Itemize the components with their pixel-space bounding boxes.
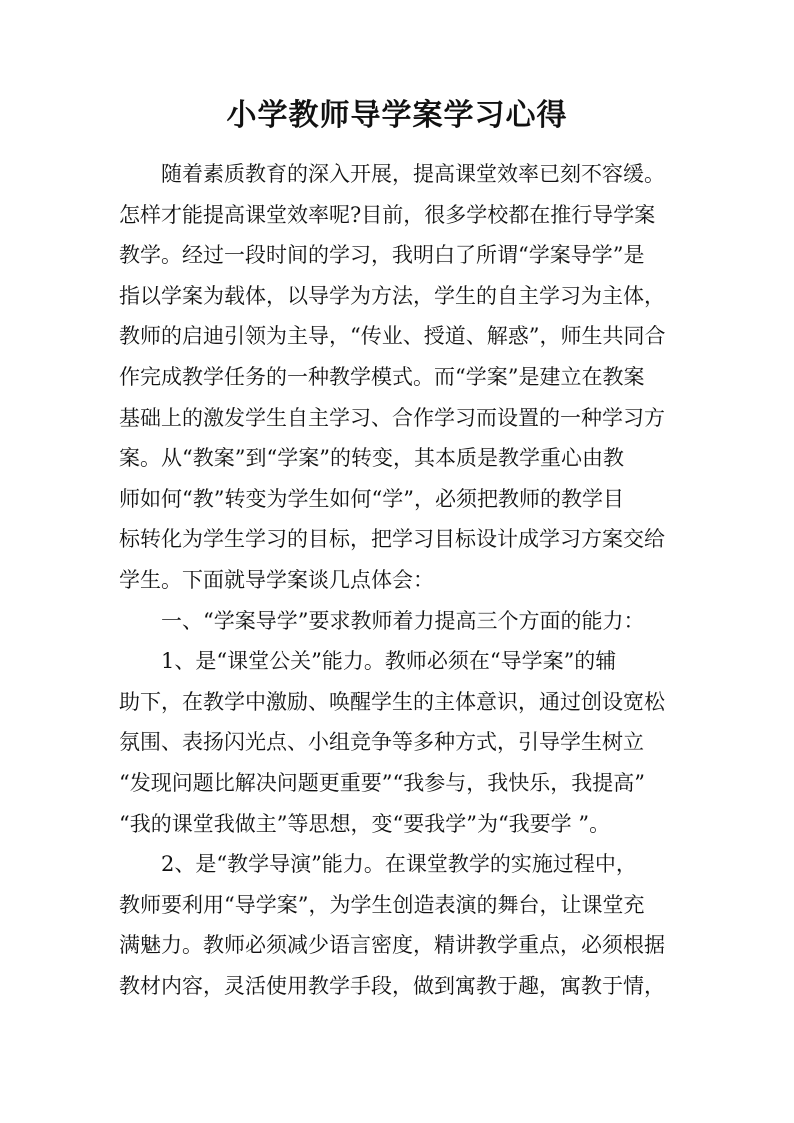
text-line: 学生。下面就导学案谈几点体会：: [119, 567, 434, 592]
text-line: 教材内容，灵活使用教学手段，做到寓教于趣，寓教于情，: [119, 973, 665, 998]
text-line: 基础上的激发学生自主学习、合作学习而设置的一种学习方: [119, 405, 665, 430]
text-line: 1、是“课堂公关”能力。教师必须在“导学案”的辅: [119, 649, 617, 674]
text-line: 氛围、表扬闪光点、小组竞争等多种方式，引导学生树立: [119, 730, 644, 755]
text-line: 教师要利用“导学案”，为学生创造表演的舞台，让课堂充: [119, 892, 645, 917]
text-line: 助下，在教学中激励、唤醒学生的主体意识，通过创设宽松: [119, 689, 665, 714]
text-line: 教师的启迪引领为主导，“传业、授道、解惑”，师生共同合: [119, 324, 666, 349]
text-line: 怎样才能提高课堂效率呢?目前，很多学校都在推行导学案: [119, 202, 656, 227]
document-title: 小学教师导学案学习心得: [226, 98, 568, 133]
text-line: 随着素质教育的深入开展，提高课堂效率已刻不容缓。: [119, 162, 665, 186]
text-line: 一、“学案导学”要求教师着力提高三个方面的能力：: [119, 608, 645, 633]
document-body: [119, 154, 689, 1006]
text-line: 2、是“教学导演”能力。在课堂教学的实施过程中，: [119, 852, 637, 877]
text-line: 满魅力。教师必须减少语言密度，精讲教学重点，必须根据: [119, 933, 665, 958]
text-line: 案。从“教案”到“学案”的转变，其本质是教学重心由教: [119, 446, 624, 471]
text-line: 标转化为学生学习的目标，把学习目标设计成学习方案交给: [119, 527, 665, 552]
text-line: “发现问题比解决问题更重要”“我参与，我快乐，我提高”: [119, 770, 645, 795]
text-line: 教学。经过一段时间的学习，我明白了所谓“学案导学”是: [119, 243, 645, 268]
text-line: 作完成教学任务的一种教学模式。而“学案”是建立在教案: [119, 364, 645, 389]
text-line: 指以学案为载体，以导学为方法，学生的自主学习为主体，: [119, 283, 665, 308]
text-line: “我的课堂我做主”等思想，变“要我学”为“我要学 ”。: [119, 811, 611, 836]
text-line: 师如何“教”转变为学生如何“学”，必须把教师的教学目: [119, 486, 624, 511]
